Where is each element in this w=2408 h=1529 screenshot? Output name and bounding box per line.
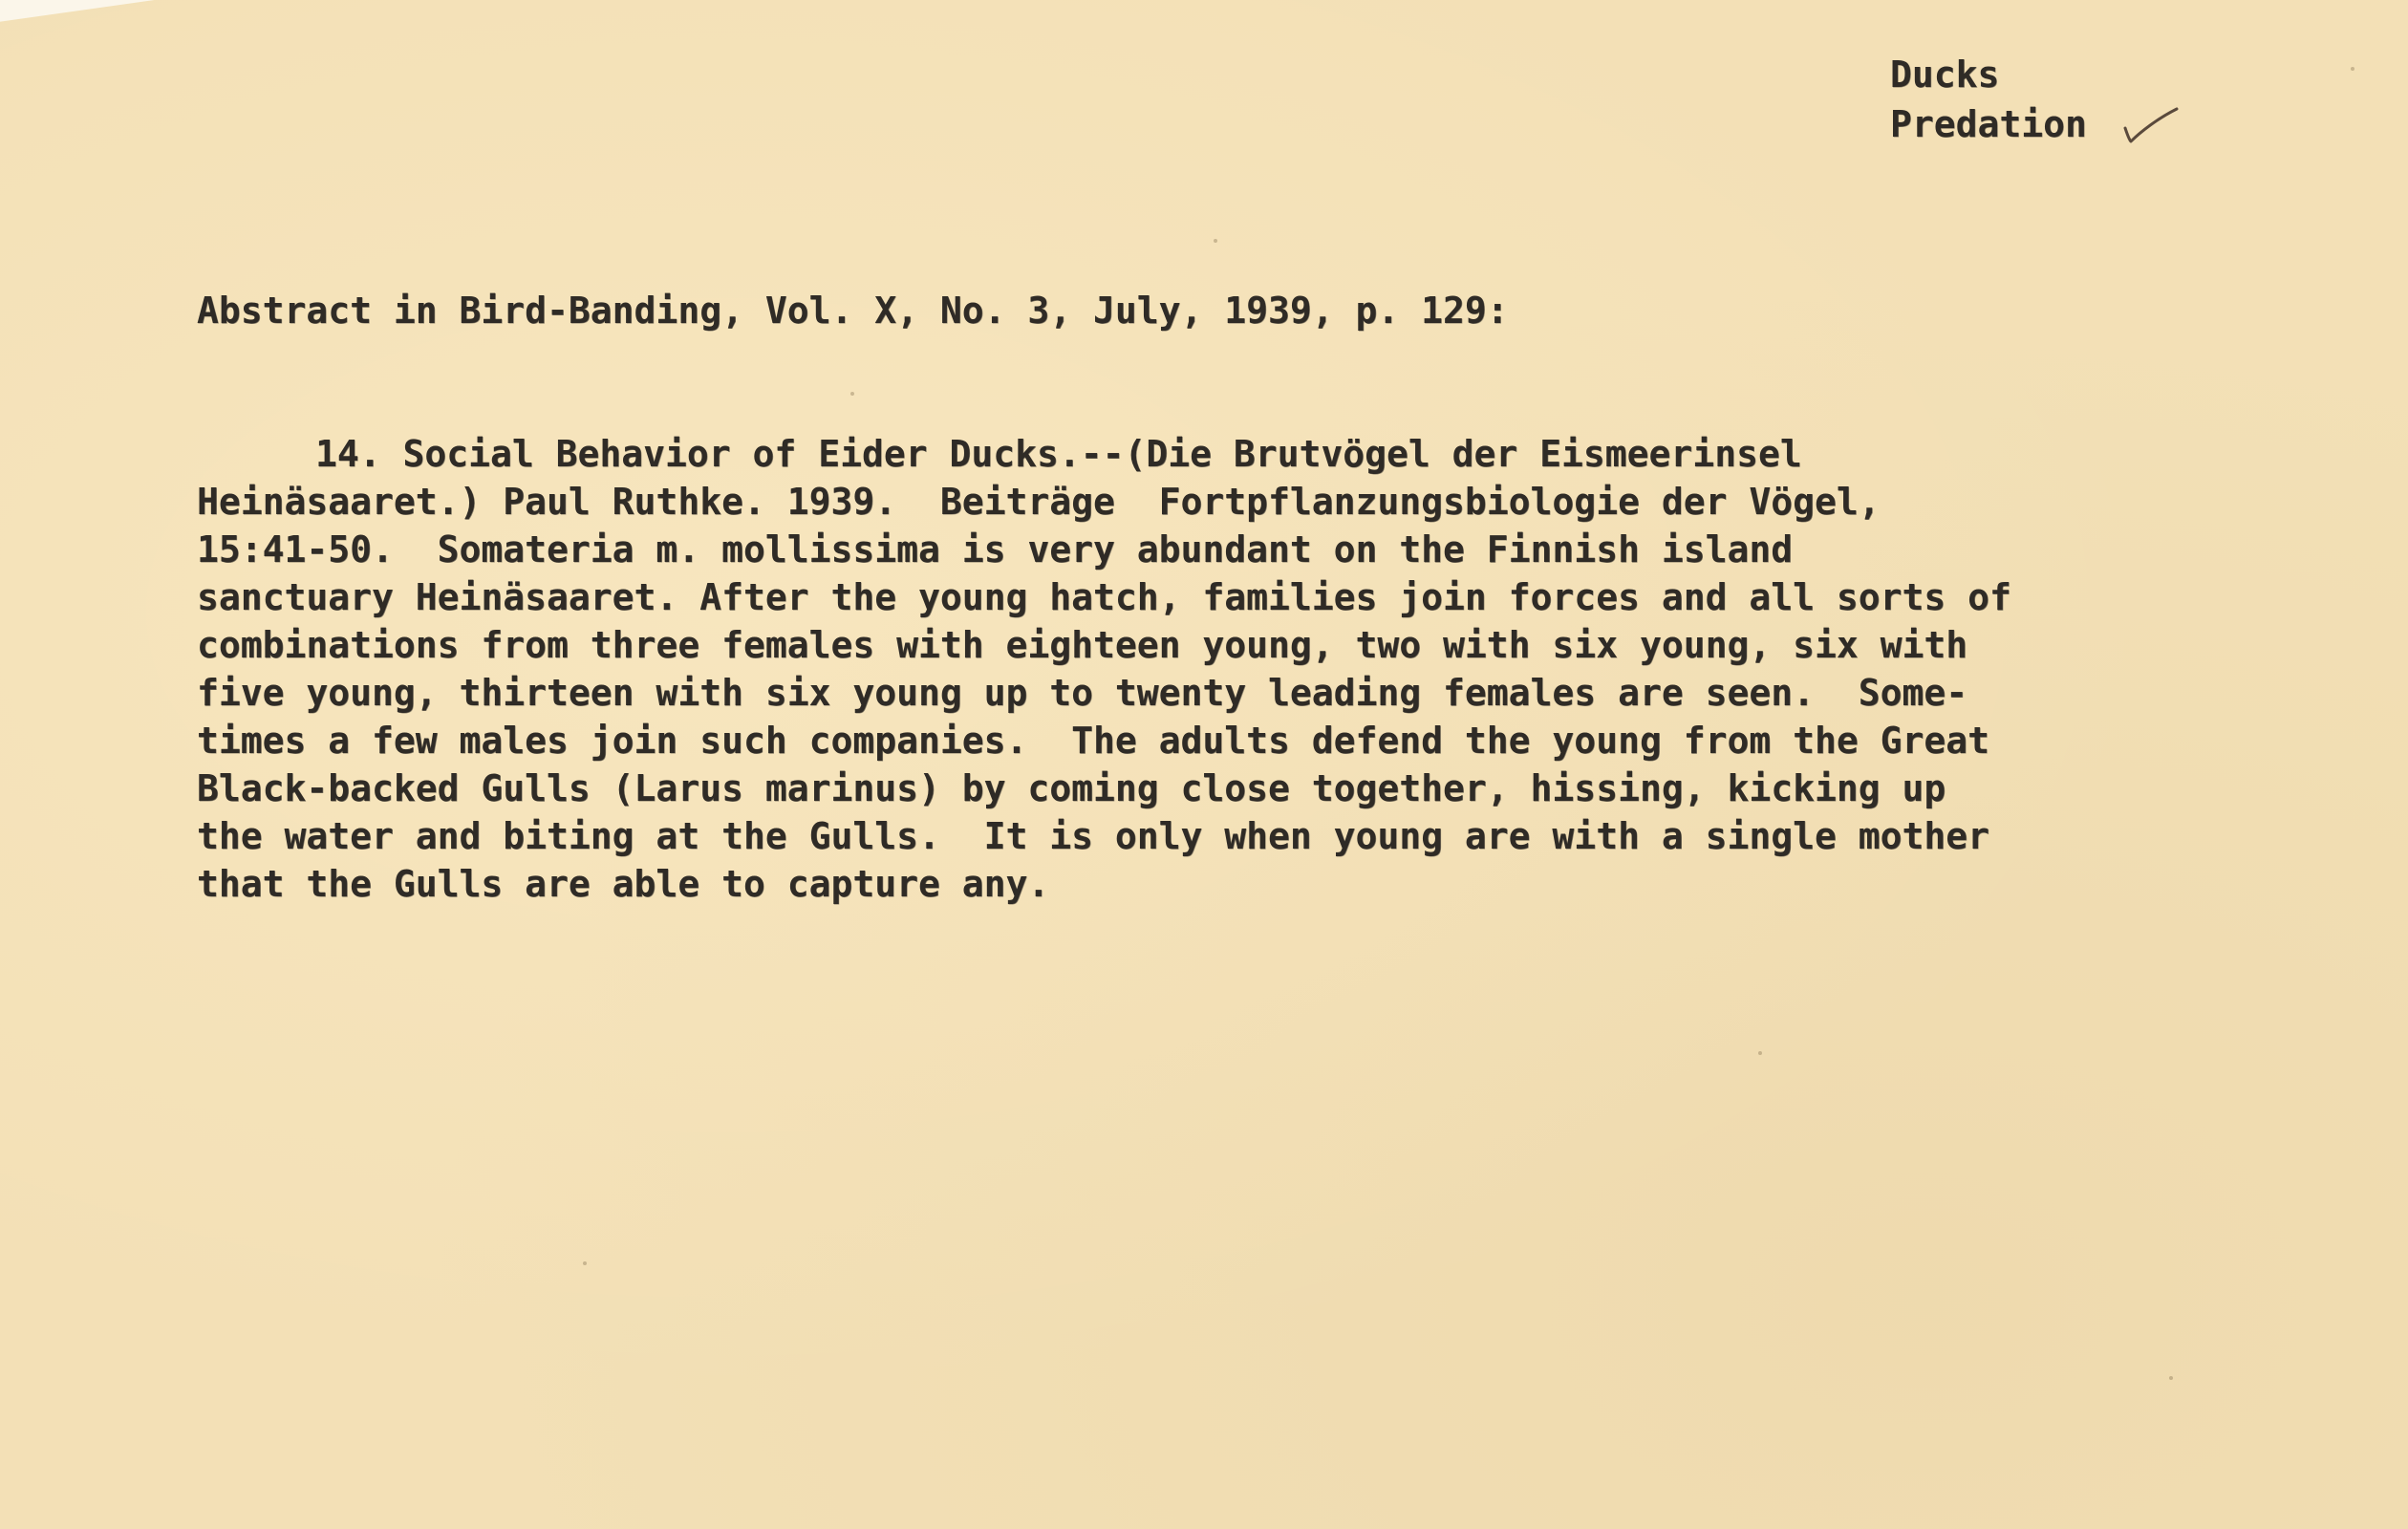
paper-speck [850,392,854,396]
paper-speck [2169,1376,2173,1380]
abstract-line: times a few males join such companies. The adults defend the young from the Great [197,720,1989,762]
abstract-line: 14. Social Behavior of Eider Ducks.--(Die Brutvögel der Eismeerinsel [315,433,1802,475]
paper-speck [1214,239,1217,243]
paper-speck [583,1261,587,1265]
subject-tag-predation: Predation [1890,103,2087,145]
abstract-line: five young, thirteen with six young up to twenty leading females are seen. Some- [197,672,1968,714]
abstract-line: sanctuary Heinäsaaret. After the young hatch, families join forces and all sorts of [197,576,2011,618]
citation-heading: Abstract in Bird-Banding, Vol. X, No. 3, July, 1939, p. 129: [197,290,1509,332]
check-icon [2119,105,2181,147]
abstract-line: the water and biting at the Gulls. It is only when young are with a single mother [197,815,1989,857]
paper-speck [2351,67,2354,71]
abstract-line: combinations from three females with eighteen young, two with six young, six with [197,624,1968,666]
subject-tags [1890,50,2087,149]
abstract-line: 15:41-50. Somateria m. mollissima is very abundant on the Finnish island [197,528,1794,571]
abstract-line: Black-backed Gulls (Larus marinus) by coming close together, hissing, kicking up [197,767,1946,809]
paper-speck [1758,1051,1762,1055]
abstract-line: that the Gulls are able to capture any. [197,863,1050,905]
abstract-line: Heinäsaaret.) Paul Ruthke. 1939. Beiträge Fortpflanzungsbiologie der Vögel, [197,481,1881,523]
subject-tag-ducks: Ducks [1890,54,2000,96]
paper-corner [0,0,162,25]
abstract-body [197,430,2011,908]
